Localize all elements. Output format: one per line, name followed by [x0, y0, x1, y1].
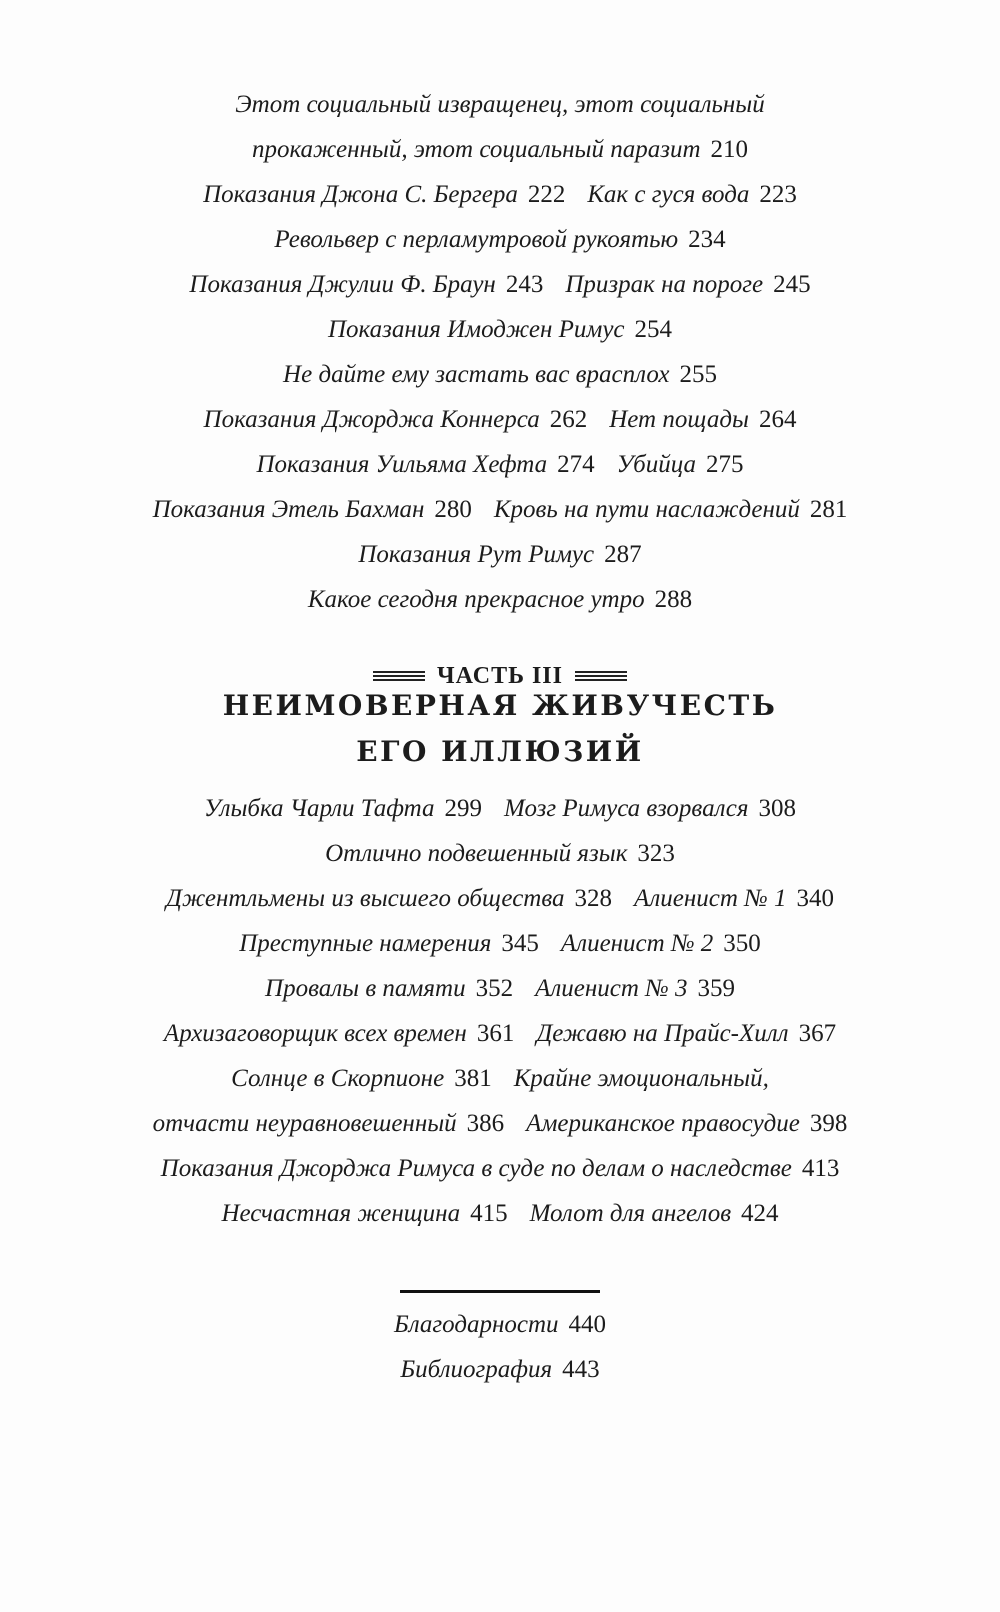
toc-line: [0, 1302, 1000, 1347]
page-number: 413: [801, 1155, 840, 1182]
page-number: 352: [475, 975, 514, 1002]
page-number: 367: [798, 1020, 837, 1047]
page-number: 223: [759, 181, 797, 208]
page-number: 340: [796, 885, 834, 912]
entry-title: отчасти неуравновешенный: [152, 1110, 457, 1137]
page-number: 264: [758, 406, 797, 433]
entry-title: Показания Этель Бахман: [152, 496, 425, 523]
toc-back-matter: [0, 1302, 1000, 1392]
page-number: 328: [574, 885, 613, 912]
page-number: 350: [723, 930, 761, 957]
entry-title: Показания Джорджа Коннерса: [203, 406, 540, 433]
entry-title: Отлично подвешенный язык: [325, 840, 628, 867]
entry-title: Алиенист № 3: [535, 975, 688, 1002]
entry-title: Крайне эмоциональный,: [513, 1065, 769, 1092]
page-number: 440: [568, 1311, 607, 1338]
entry-title: Солнце в Скорпионе: [231, 1065, 445, 1092]
page-number: 359: [697, 975, 735, 1002]
page-number: 275: [706, 451, 744, 478]
entry-title: Алиенист № 1: [634, 885, 787, 912]
toc-line: [0, 397, 1000, 442]
entry-title: Несчастная женщина: [221, 1200, 461, 1227]
entry-title: Американское правосудие: [526, 1110, 800, 1137]
page-number: 288: [654, 586, 693, 613]
page-number: 262: [549, 406, 588, 433]
entry-title: Джентльмены из высшего общества: [166, 885, 565, 912]
toc-line: [0, 786, 1000, 831]
page-number: 281: [809, 496, 848, 523]
page-number: 361: [476, 1020, 515, 1047]
toc-line: [0, 172, 1000, 217]
page-number: 280: [434, 496, 472, 523]
entry-title: Мозг Римуса взорвался: [504, 795, 749, 822]
entry-title: Благодарности: [393, 1311, 559, 1338]
entry-title: Нет пощады: [609, 406, 749, 433]
decorative-rule-left: [373, 671, 425, 681]
entry-title: Показания Рут Римус: [358, 541, 595, 568]
page-number: 424: [741, 1200, 779, 1227]
page-number: 443: [562, 1356, 600, 1383]
entry-title: Кровь на пути наслаждений: [493, 496, 800, 523]
toc-line: [0, 1146, 1000, 1191]
page-number: 323: [637, 840, 675, 867]
entry-title: Показания Джулии Ф. Браун: [189, 271, 496, 298]
entry-title: Этот социальный извращенец, этот социальный: [235, 91, 765, 118]
page-number: 234: [688, 226, 726, 253]
part-title-line2: ЕГО ИЛЛЮЗИЙ: [356, 735, 644, 768]
entry-title: прокаженный, этот социальный паразит: [251, 136, 701, 163]
entry-title: Преступные намерения: [239, 930, 492, 957]
entry-title: Как с гуся вода: [587, 181, 750, 208]
toc-line: [0, 487, 1000, 532]
page-number: 254: [634, 316, 673, 343]
page-number: 381: [454, 1065, 492, 1092]
page-number: 345: [501, 930, 539, 957]
toc-line: [0, 577, 1000, 622]
toc-line: [0, 352, 1000, 397]
entry-title: Библиография: [400, 1356, 553, 1383]
page-number: 245: [773, 271, 811, 298]
part-title-line1: НЕИМОВЕРНАЯ ЖИВУЧЕСТЬ: [222, 689, 778, 722]
page-number: 308: [758, 795, 796, 822]
page-number: 299: [444, 795, 483, 822]
entry-title: Призрак на пороге: [565, 271, 764, 298]
toc-line: [0, 442, 1000, 487]
toc-line: [0, 831, 1000, 876]
toc-part2-tail: [0, 82, 1000, 622]
page-number: 274: [557, 451, 595, 478]
section-divider: [400, 1290, 600, 1293]
toc-line: [0, 1011, 1000, 1056]
entry-title: Архизаговорщик всех времен: [163, 1020, 467, 1047]
toc-line: [0, 82, 1000, 127]
entry-title: Показания Джона С. Бергера: [203, 181, 518, 208]
entry-title: Дежавю на Прайс-Хилл: [536, 1020, 789, 1047]
page-number: 222: [527, 181, 566, 208]
entry-title: Провалы в памяти: [265, 975, 466, 1002]
toc-line: [0, 1101, 1000, 1146]
entry-title: Улыбка Чарли Тафта: [204, 795, 435, 822]
page-number: 210: [710, 136, 749, 163]
toc-line: [0, 876, 1000, 921]
toc-line: [0, 966, 1000, 1011]
entry-title: Показания Джорджа Римуса в суде по делам о наследстве: [160, 1155, 792, 1182]
decorative-rule-right: [575, 671, 627, 681]
toc-line: [0, 921, 1000, 966]
entry-title: Показания Уильяма Хефта: [256, 451, 548, 478]
page-number: 243: [505, 271, 544, 298]
page-number: 255: [679, 361, 717, 388]
entry-title: Какое сегодня прекрасное утро: [307, 586, 645, 613]
toc-line: [0, 262, 1000, 307]
entry-title: Не дайте ему застать вас врасплох: [283, 361, 670, 388]
toc-line: [0, 217, 1000, 262]
entry-title: Молот для ангелов: [529, 1200, 732, 1227]
page-number: 415: [470, 1200, 508, 1227]
toc-line: [0, 307, 1000, 352]
toc-line: [0, 1056, 1000, 1101]
toc-part3: [0, 786, 1000, 1236]
page-number: 287: [604, 541, 642, 568]
toc-line: [0, 1347, 1000, 1392]
entry-title: Алиенист № 2: [560, 930, 714, 957]
entry-title: Револьвер с перламутровой рукоятью: [274, 226, 679, 253]
part-label: ЧАСТЬ III: [437, 662, 563, 689]
toc-line: [0, 532, 1000, 577]
page-number: 398: [809, 1110, 848, 1137]
toc-line: [0, 1191, 1000, 1236]
entry-title: Показания Имоджен Римус: [327, 316, 625, 343]
entry-title: Убийца: [616, 451, 697, 478]
toc-line: [0, 127, 1000, 172]
page-number: 386: [466, 1110, 505, 1137]
